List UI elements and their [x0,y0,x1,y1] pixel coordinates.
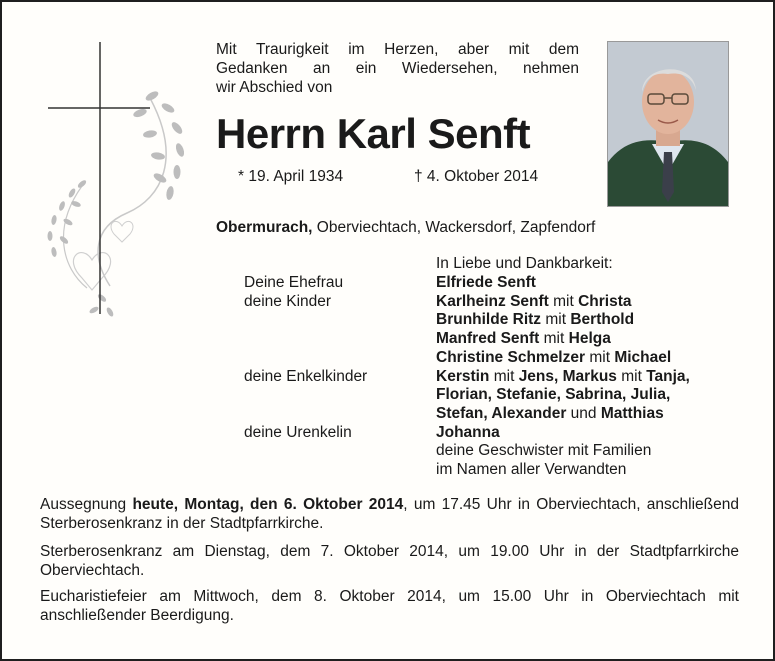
grandchildren-line: Florian, Stefanie, Sabrina, Julia, [436,386,671,404]
family-intro: In Liebe und Dankbarkeit: [436,255,613,272]
cross-ornament [32,38,202,338]
relation-grandchildren: deine Enkelkinder [244,368,368,385]
child-row: Karlheinz Senft mit Christa [436,292,632,310]
grandchildren-line: Kerstin mit Jens, Markus mit Tanja, [436,367,690,385]
grandchildren-line: Stefan, Alexander und Matthias [436,404,664,422]
death-date: † 4. Oktober 2014 [414,168,539,185]
birth-date: * 19. April 1934 [238,168,344,185]
relation-great-grandchild: deine Urenkelin [244,424,352,441]
deceased-name: Herrn Karl Senft [216,110,531,157]
service-paragraph-1: Aussegnung heute, Montag, den 6. Oktober 2014, um 17.45 Uhr in Oberviechtach, anschließend Sterberosenkranz in der Stadtpfarrkirche. [40,496,739,532]
child-row: Manfred Senft mit Helga [436,330,611,348]
spouse-name: Elfriede Senft [436,274,536,291]
relation-children: deine Kinder [244,293,332,310]
intro-text: Mit Traurigkeit im Herzen, aber mit dem Gedanken an ein Wiedersehen, nehmen wir Abschied von [216,41,579,96]
siblings-line: deine Geschwister mit Familien [436,442,652,460]
relation-spouse: Deine Ehefrau [244,274,344,291]
service-paragraph-2: Sterberosenkranz am Dienstag, dem 7. Oktober 2014, um 19.00 Uhr in der Stadtpfarrkirche Oberviechtach. [40,543,739,579]
child-row: Christine Schmelzer mit Michael [436,348,672,366]
family-names [436,274,690,480]
relatives-line: im Namen aller Verwandten [436,461,627,479]
places-line: Obermurach, Oberviechtach, Wackersdorf, Zapfendorf [216,219,596,236]
service-paragraph-3: Eucharistiefeier am Mittwoch, dem 8. Oktober 2014, um 15.00 Uhr in Oberviechtach mit anschließender Beerdigung. [40,588,739,624]
great-grandchild-name: Johanna [436,423,500,441]
child-row: Brunhilde Ritz mit Berthold [436,311,635,329]
portrait-photo [607,41,729,207]
